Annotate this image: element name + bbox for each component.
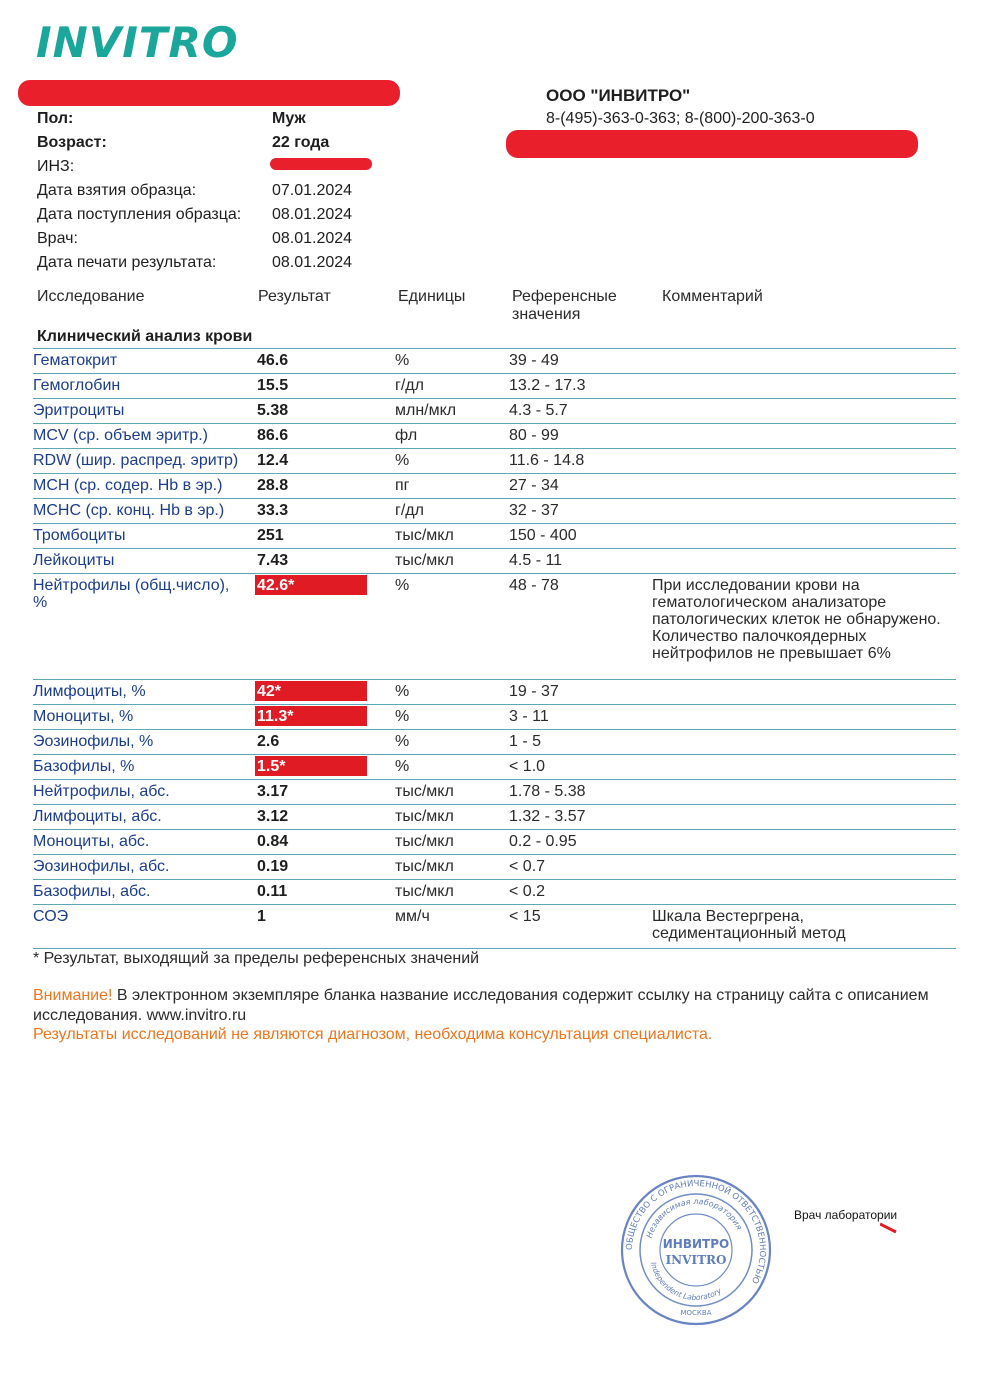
table-row [33,348,956,373]
test-name: Лейкоциты [33,552,115,569]
units: тыс/мкл [395,808,454,825]
footnote: * Результат, выходящий за пределы референсных значений [33,950,480,967]
result-value: 3.17 [257,783,289,800]
result-value: 86.6 [257,427,289,444]
reference-range: 1.78 - 5.38 [509,783,586,800]
table-row [33,804,956,829]
reference-range: 1 - 5 [509,733,542,750]
stamp-center-bottom: INVITRO [665,1253,727,1267]
reference-range: 19 - 37 [509,683,559,700]
table-row [33,573,956,679]
units: % [395,577,410,594]
reference-range: 39 - 49 [509,352,559,369]
lab-stamp [618,1172,774,1328]
patient-info-label: Дата поступления образца: [37,206,242,223]
table-row [33,398,956,423]
table-row [33,373,956,398]
header-comment: Комментарий [662,288,763,305]
reference-range: 48 - 78 [509,577,559,594]
units: тыс/мкл [395,527,454,544]
result-value: 28.8 [257,477,289,494]
stamp-city: МОСКВА [680,1309,712,1317]
notice-attention: Внимание! [33,987,113,1004]
result-value: 3.12 [257,808,289,825]
test-name: Нейтрофилы, абс. [33,783,170,800]
table-row [33,704,956,729]
test-name: Нейтрофилы (общ.число), % [33,577,230,611]
org-name: ООО "ИНВИТРО" [546,86,691,105]
results-table [33,348,956,950]
units: млн/мкл [395,402,457,419]
patient-info-value: 08.01.2024 [272,206,353,223]
table-row [33,548,956,573]
notice [33,986,958,1026]
reference-range: 1.32 - 3.57 [509,808,586,825]
reference-range: 3 - 11 [509,708,549,725]
reference-range: 11.6 - 14.8 [509,452,585,469]
header-result: Результат [258,288,331,305]
patient-info-value: 22 года [272,134,330,151]
table-row [33,448,956,473]
units: г/дл [395,377,424,394]
reference-range: 13.2 - 17.3 [509,377,586,394]
table-row [33,854,956,879]
units: % [395,352,410,369]
reference-range: 4.5 - 11 [509,552,563,569]
svg-text:Независимая лаборатория [645,1197,744,1239]
test-name: Лимфоциты, % [33,683,146,700]
reference-range: 150 - 400 [509,527,577,544]
patient-info-label: Дата взятия образца: [37,182,197,199]
test-name: Базофилы, абс. [33,883,151,900]
reference-range: 27 - 34 [509,477,559,494]
test-name: MCHC (ср. конц. Hb в эр.) [33,502,225,519]
result-value: 46.6 [257,352,289,369]
result-value: 0.11 [257,883,288,900]
result-value-flagged: 11.3* [255,706,367,726]
table-row [33,423,956,448]
invitro-logo: INVITRO [36,18,239,67]
result-value-flagged: 42.6* [255,575,367,595]
redaction-bar-patient-name [18,80,400,106]
units: тыс/мкл [395,858,454,875]
reference-range: < 15 [509,908,541,925]
test-name: Тромбоциты [33,527,126,544]
patient-info-label: Дата печати результата: [37,254,217,271]
stamp-ring-text: ОБЩЕСТВО С ОГРАНИЧЕННОЙ ОТВЕТСТВЕННОСТЬЮ [624,1178,768,1285]
org-phones: 8-(495)-363-0-363; 8-(800)-200-363-0 [546,110,815,127]
signature-label: Врач лаборатории [794,1208,898,1222]
result-value: 7.43 [257,552,289,569]
test-name: Эозинофилы, % [33,733,154,750]
patient-info-label: ИНЗ: [37,158,75,175]
reference-range: < 1.0 [509,758,546,775]
table-row [33,498,956,523]
result-value: 0.19 [257,858,289,875]
units: тыс/мкл [395,783,454,800]
units: % [395,733,410,750]
test-name: Моноциты, % [33,708,134,725]
patient-info-value: 07.01.2024 [272,182,353,199]
units: г/дл [395,502,424,519]
patient-info-value: 08.01.2024 [272,254,353,271]
test-name: Моноциты, абс. [33,833,150,850]
header-units: Единицы [398,288,466,305]
reference-range: 80 - 99 [509,427,559,444]
units: тыс/мкл [395,552,454,569]
patient-info-value: 08.01.2024 [272,230,353,247]
redaction-bar-org-address [506,130,918,158]
table-row [33,779,956,804]
result-value: 0.84 [257,833,289,850]
table-row [33,879,956,904]
table-row [33,473,956,498]
notice-text: В электронном экземпляре бланка название исследования содержит ссылку на страницу сайта с описанием исследования. www.invitro.ru [33,987,929,1024]
units: тыс/мкл [395,833,454,850]
patient-info-label: Возраст: [37,134,107,151]
result-value: 2.6 [257,733,280,750]
stamp-inner-top: Независимая лаборатория [644,1196,744,1240]
units: фл [395,427,418,444]
result-value: 12.4 [257,452,289,469]
test-name: Гемоглобин [33,377,121,394]
test-name: Эозинофилы, абс. [33,858,170,875]
header-reference: Референсные значения [512,288,617,323]
test-name: MCV (ср. объем эритр.) [33,427,208,444]
result-value-flagged: 42* [255,681,367,701]
reference-range: < 0.7 [509,858,546,875]
redaction-bar-age [270,158,372,170]
result-value: 15.5 [257,377,289,394]
test-name: Эритроциты [33,402,125,419]
signature-stroke [880,1218,900,1238]
disclaimer: Результаты исследований не являются диагнозом, необходима консультация специалиста. [33,1026,713,1043]
reference-range: 32 - 37 [509,502,559,519]
result-value: 251 [257,527,284,544]
patient-info-label: Пол: [37,110,74,127]
test-name: Лимфоциты, абс. [33,808,162,825]
result-value: 1 [257,908,266,925]
test-name: Базофилы, % [33,758,135,775]
section-title: Клинический анализ крови [37,328,253,345]
comment: При исследовании крови на гематологическом анализаторе патологических клеток не обнаружено. Количество палочкоядерных нейтрофилов не превышает 6% [652,577,941,662]
table-row [33,523,956,548]
reference-range: 4.3 - 5.7 [509,402,568,419]
units: пг [395,477,410,494]
units: % [395,683,410,700]
result-value: 5.38 [257,402,289,419]
reference-range: < 0.2 [509,883,546,900]
units: % [395,758,410,775]
test-name: RDW (шир. распред. эритр) [33,452,239,469]
stamp-inner-bottom: Independent Laboratory [648,1261,723,1303]
result-value: 33.3 [257,502,289,519]
table-row [33,904,956,948]
table-row [33,754,956,779]
patient-info-value: Муж [272,110,306,127]
patient-info-label: Врач: [37,230,78,247]
table-row [33,729,956,754]
result-value-flagged: 1.5* [255,756,367,776]
header-test: Исследование [37,288,145,305]
units: тыс/мкл [395,883,454,900]
reference-range: 0.2 - 0.95 [509,833,577,850]
test-name: СОЭ [33,908,69,925]
table-row [33,829,956,854]
units: % [395,708,410,725]
stamp-center-top: ИНВИТРО [662,1237,730,1251]
units: мм/ч [395,908,430,925]
comment: Шкала Вестергрена, седиментационный метод [652,908,846,942]
units: % [395,452,410,469]
test-name: Гематокрит [33,352,118,369]
table-row [33,679,956,704]
test-name: MCH (ср. содер. Hb в эр.) [33,477,223,494]
